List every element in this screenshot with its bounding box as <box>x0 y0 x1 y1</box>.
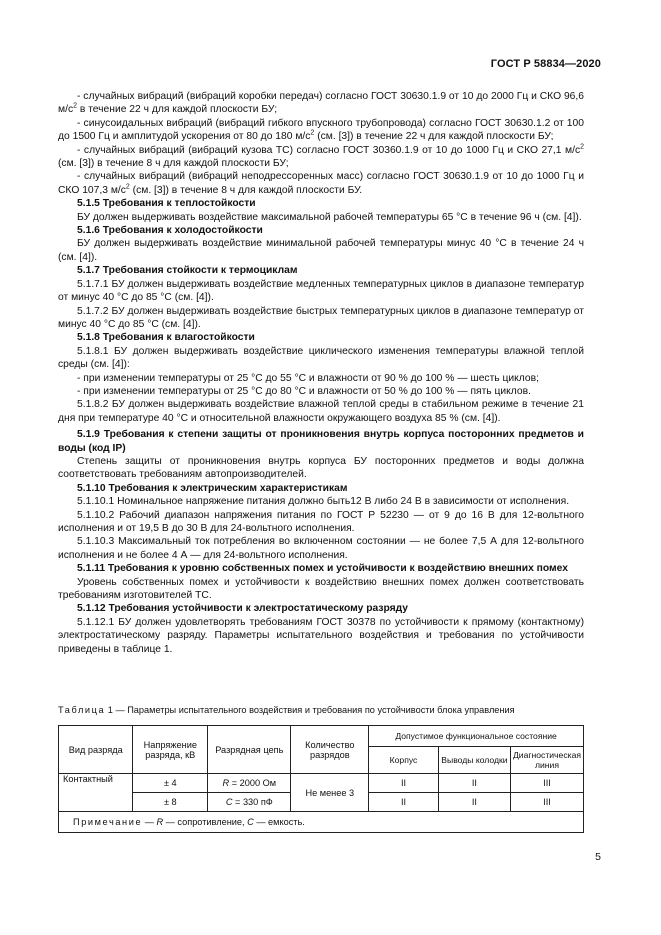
heading-5-1-7: 5.1.7 Требования стойкости к термоциклам <box>77 265 298 277</box>
cell-voltage-2: ± 8 <box>133 793 208 812</box>
table-caption: Таблица 1 — Параметры испытательного воздействия и требования по устойчивости блока управления <box>58 705 515 715</box>
heading-5-1-5: 5.1.5 Требования к теплостойкости <box>77 198 256 210</box>
heading-5-1-10: 5.1.10 Требования к электрическим характеристикам <box>77 482 348 494</box>
header-pins: Выводы колодки <box>438 747 510 774</box>
table-note: Примечание — R — сопротивление, С — емкость. <box>59 812 584 833</box>
cell-diag-2: III <box>510 793 583 812</box>
page-number: 5 <box>595 851 601 863</box>
header-diagnostic-line: Диагностическая линия <box>510 747 583 774</box>
heading-5-1-12: 5.1.12 Требования устойчивости к электростатическому разряду <box>77 603 409 615</box>
paragraph-5-1-9: Степень защиты от проникновения внутрь корпуса БУ посторонних предметов и воды должна соответствовать требованиям автопроизводителей. <box>58 455 584 481</box>
cell-body-2: II <box>369 793 439 812</box>
heading-5-1-8: 5.1.8 Требования к влагостойкости <box>77 332 255 344</box>
cell-diag-1: III <box>510 774 583 793</box>
paragraph-5-1-12-1: 5.1.12.1 БУ должен удовлетворять требованиям ГОСТ 30378 по устойчивости к прямому (контактному) электростатическому разряду. Параметры испытательного воздействия и требования по устойчивости приведены в таблице 1. <box>58 616 584 655</box>
header-discharge-type: Вид разряда <box>59 726 133 774</box>
cell-circuit-1: R = 2000 Ом <box>208 774 291 793</box>
paragraph-5-1-8-2: 5.1.8.2 БУ должен выдерживать воздействие влажной теплой среды в стабильном режиме в течение 21 дня при температуре 40 °С и относительной влажности окружающего воздуха 85 % (см. [4]). <box>58 399 584 424</box>
cell-circuit-2: C = 330 пФ <box>208 793 291 812</box>
header-voltage: Напряжение разряда, кВ <box>133 726 208 774</box>
vibration-item-3: - случайных вибраций (вибраций кузова ТС) согласно ГОСТ 30360.1.9 от 10 до 1000 Гц и СКО 27,1 $м/с^2$ (см. [3]) в течение 8 ч для каждой плоскости БУ; <box>58 143 584 170</box>
heading-5-1-9: 5.1.9 Требования к степени защиты от проникновения внутрь корпуса посторонних предметов и воды (код IP) <box>58 429 584 454</box>
paragraph-5-1-8-1: 5.1.8.1 БУ должен выдерживать воздействие циклического изменения температуры влажной теплой среды (см. [4]): <box>58 345 584 371</box>
cell-pins-2: II <box>438 793 510 812</box>
paragraph-5-1-7-1: 5.1.7.1 БУ должен выдерживать воздействие медленных температурных циклов в диапазоне температур от минус 40 °С до 85 °С (см. [4]). <box>58 278 584 304</box>
vibration-item-4: - случайных вибраций (вибраций неподрессоренных масс) согласно ГОСТ 30630.1.9 от 10 до 1000 Гц и СКО 107,3 $м/с^2$ (см. [3]) в течение 8 ч для каждой плоскости БУ. <box>58 171 584 196</box>
header-count: Количество разрядов <box>291 726 369 774</box>
paragraph-5-1-6: БУ должен выдерживать воздействие минимальной рабочей температуры минус 40 °С в течение 24 ч (см. [4]). <box>58 238 584 263</box>
list-item-cycles-6: - при изменении температуры от 25 °С до 55 °С и влажности от 90 % до 100 % — шесть циклов; <box>77 372 539 384</box>
table-row <box>59 774 584 793</box>
cell-pins-1: II <box>438 774 510 793</box>
header-functional-state: Допустимое функциональное состояние <box>369 726 584 747</box>
cell-voltage-1: ± 4 <box>133 774 208 793</box>
paragraph-5-1-11: Уровень собственных помех и устойчивости к воздействию внешних помех должен соответствовать требованиям изготовителей ТС. <box>58 576 584 602</box>
parameters-table <box>58 725 584 833</box>
cell-count: Не менее 3 <box>291 774 369 812</box>
vibration-item-1: - случайных вибраций (вибраций коробки передач) согласно ГОСТ 30630.1.9 от 10 до 2000 Гц и СКО 96,6 $м/с^2$ в течение 22 ч для каждой плоскости БУ; <box>58 91 584 116</box>
heading-5-1-6: 5.1.6 Требования к холодостойкости <box>77 225 263 237</box>
cell-discharge-type: Контактный <box>59 774 133 812</box>
paragraph-5-1-10-1: 5.1.10.1 Номинальное напряжение питания должно быть12 В либо 24 В в зависимости от исполнения. <box>77 496 570 508</box>
paragraph-5-1-10-2: 5.1.10.2 Рабочий диапазон напряжения питания по ГОСТ Р 52230 — от 9 до 16 В для 12-вольтного исполнения и от 19,5 В до 30 В для 24-вольтного исполнения. <box>58 509 584 534</box>
table-note-row <box>59 812 584 833</box>
document-number-header: ГОСТ Р 58834—2020 <box>490 58 601 70</box>
paragraph-5-1-10-3: 5.1.10.3 Максимальный ток потребления во включенном состоянии — не более 7,5 А для 12-вольтного исполнения и не более 4 А — для 24-вольтного исполнения. <box>58 536 584 561</box>
paragraph-5-1-7-2: 5.1.7.2 БУ должен выдерживать воздействие быстрых температурных циклов в диапазоне температур от минус 40 °С до 85 °С (см. [4]). <box>58 305 584 330</box>
header-circuit: Разрядная цепь <box>208 726 291 774</box>
cell-body-1: II <box>369 774 439 793</box>
paragraph-5-1-5: БУ должен выдерживать воздействие максимальной рабочей температуры 65 °С в течение 96 ч (см. [4]). <box>77 211 582 223</box>
header-body: Корпус <box>369 747 439 774</box>
vibration-item-2: - синусоидальных вибраций (вибраций гибкого впускного трубопровода) согласно ГОСТ 30630.1.2 от 100 до 1500 Гц и амплитудой ускорения от 80 до 180 $м/с^2$ (см. [3]) в течение 22 ч для каждой плоскости БУ; <box>58 117 584 143</box>
list-item-cycles-5: - при изменении температуры от 25 °С до 80 °С и влажности от 50 % до 100 % — пять циклов. <box>77 385 531 397</box>
document-body <box>58 90 584 656</box>
heading-5-1-11: 5.1.11 Требования к уровню собственных помех и устойчивости к воздействию внешних помех <box>77 563 568 575</box>
